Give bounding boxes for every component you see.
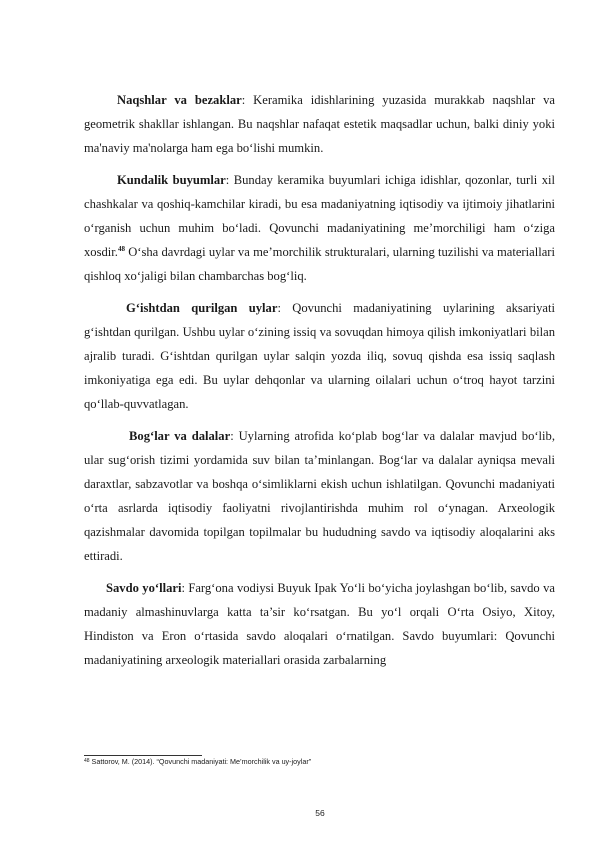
paragraph-kundalik (84, 168, 555, 288)
document-body (84, 88, 555, 672)
paragraph-term: Kundalik buyumlar (117, 173, 226, 187)
page-number: 56 (315, 808, 325, 818)
paragraph-term: Savdo yo‘llari (106, 581, 182, 595)
paragraph-term: G‘ishtdan qurilgan uylar (126, 301, 278, 315)
paragraph-text: : Bunday keramika buyumlari ichiga idishlar, qozonlar, turli xil chashkalar va qoshiq-kamchilar kiradi, bu esa madaniyatning iqtisodiy va ijtimoiy jihatlarini o‘rganish uchun muhim bo‘ladi. Qovunchi madaniyatining me’morchiligi ham o‘ziga xosdir. (84, 173, 555, 259)
paragraph-gishtdan (84, 296, 555, 416)
footnote (84, 757, 555, 767)
paragraph-boglar (84, 424, 555, 568)
paragraph-text: : Uylarning atrofida ko‘plab bog‘lar va dalalar mavjud bo‘lib, ular sug‘orish tizimi yordamida suv bilan ta’minlangan. Bog‘lar va dalalar ayniqsa mevali daraxtlar, sabzavotlar va boshqa o‘simliklarni ekish uchun ishlatilgan. Qovunchi madaniyati o‘rta asrlarda iqtisodiy faoliyatni rivojlantirishda muhim rol o‘ynagan. Arxeologik qazishmalar davomida topilgan topilmalar bu hududning savdo va iqtisodiy aloqalarini aks ettiradi. (84, 429, 555, 563)
footnote-reference[interactable]: 48 (117, 245, 125, 253)
footnote-text: Sattorov, M. (2014). “Qovunchi madaniyati: Me’morchilik va uy-joylar” (89, 757, 312, 766)
paragraph-term: Naqshlar va bezaklar (117, 93, 242, 107)
paragraph-naqshlar (84, 88, 555, 160)
paragraph-text: : Qovunchi madaniyatining uylarining aksariyati g‘ishtdan qurilgan. Ushbu uylar o‘zining issiq va sovuqdan himoya qilish imkoniyatlari bilan ajralib turadi. G‘ishtdan qurilgan uylar salqin yozda iliq, sovuq qishda esa issiq saqlash imkoniyatiga ega edi. Bu uylar dehqonlar va ularning oilalari uchun o‘troq hayot tarzini qo‘llab-quvvatlagan. (84, 301, 555, 411)
footnote-number: 48 (84, 758, 90, 764)
paragraph-text: O‘sha davrdagi uylar va me’morchilik strukturalari, ularning tuzilishi va materiallari qishloq xo‘jaligi bilan chambarchas bog‘liq. (84, 245, 555, 283)
paragraph-term: Bog‘lar va dalalar (129, 429, 231, 443)
footnote-divider (84, 755, 202, 756)
paragraph-text: : Farg‘ona vodiysi Buyuk Ipak Yo‘li bo‘yicha joylashgan bo‘lib, savdo va madaniy almashinuvlarga katta ta’sir ko‘rsatgan. Bu yo‘l orqali O‘rta Osiyo, Xitoy, Hindiston va Eron o‘rtasida savdo aloqalari o‘rnatilgan. Savdo buyumlari: Qovunchi madaniyatining arxeologik materiallari orasida zarbalarning (84, 581, 555, 667)
paragraph-text: : Keramika idishlarining yuzasida murakkab naqshlar va geometrik shakllar ishlangan. Bu naqshlar nafaqat estetik maqsadlar uchun, balki diniy yoki ma'naviy ma'nolarga ham ega bo‘lishi mumkin. (84, 93, 555, 155)
paragraph-savdo (84, 576, 555, 672)
